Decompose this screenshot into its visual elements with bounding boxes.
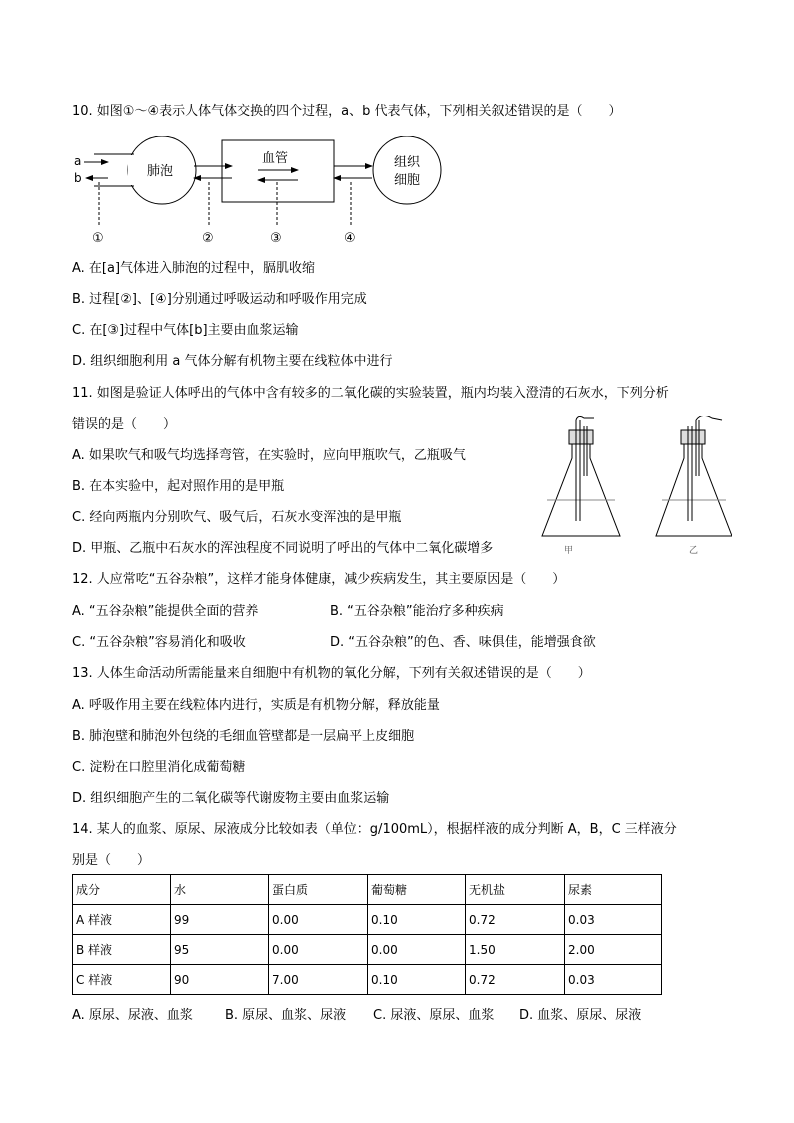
process-2-marker: ② [202, 231, 214, 246]
table-header-cell: 成分 [73, 875, 171, 905]
q13-option-b: B. 肺泡壁和肺泡外包绕的毛细血管壁都是一层扁平上皮细胞 [72, 729, 415, 744]
table-cell: 1.50 [466, 935, 565, 965]
flask-left [542, 416, 620, 536]
process-3-marker: ③ [270, 231, 282, 246]
table-header-cell: 蛋白质 [269, 875, 368, 905]
table-header-cell: 葡萄糖 [368, 875, 466, 905]
alveolus-label: 肺泡 [147, 164, 174, 179]
tissue-cell-circle [373, 136, 441, 204]
flask-apparatus [532, 416, 732, 556]
process-1-marker: ① [92, 231, 104, 246]
table-cell: 7.00 [269, 965, 368, 995]
table-header-cell: 尿素 [565, 875, 662, 905]
q13-stem: 13. 人体生命活动所需能量来自细胞中有机物的氧化分解，下列有关叙述错误的是（ ） [72, 666, 591, 681]
table-cell: 0.03 [565, 905, 662, 935]
tissue-label-2: 细胞 [394, 173, 421, 188]
q12-option-d: D. “五谷杂粮”的色、香、味俱佳，能增强食欲 [330, 635, 596, 650]
table-cell: B 样液 [73, 935, 171, 965]
flask-right-label: 乙 [689, 546, 699, 556]
table-row [73, 905, 662, 935]
table-header-row [73, 875, 662, 905]
table-cell: 0.00 [269, 935, 368, 965]
table-row [73, 935, 662, 965]
q14-stem-line1: 14. 某人的血浆、原尿、尿液成分比较如表（单位：g/100mL），根据样液的成分判断 A，B，C 三样液分 [72, 822, 677, 837]
table-cell: 0.00 [368, 935, 466, 965]
q13-option-c: C. 淀粉在口腔里消化成葡萄糖 [72, 760, 246, 775]
q11-option-a: A. 如果吹气和吸气均选择弯管，在实验时，应向甲瓶吹气，乙瓶吸气 [72, 448, 466, 463]
q10-option-d: D. 组织细胞利用 a 气体分解有机物主要在线粒体中进行 [72, 354, 393, 369]
q12-option-c: C. “五谷杂粮”容易消化和吸收 [72, 635, 246, 650]
q14-option-d: D. 血浆、原尿、尿液 [519, 1008, 642, 1023]
composition-table [72, 874, 662, 995]
q12-option-a: A. “五谷杂粮”能提供全面的营养 [72, 604, 259, 619]
table-cell: 95 [171, 935, 269, 965]
table-row [73, 965, 662, 995]
q11-option-d: D. 甲瓶、乙瓶中石灰水的浑浊程度不同说明了呼出的气体中二氧化碳增多 [72, 541, 494, 556]
table-cell: 0.10 [368, 965, 466, 995]
q10-option-b: B. 过程[②]、[④]分别通过呼吸运动和呼吸作用完成 [72, 292, 367, 307]
table-cell: A 样液 [73, 905, 171, 935]
process-4-marker: ④ [344, 231, 356, 246]
table-header-cell: 无机盐 [466, 875, 565, 905]
q13-option-a: A. 呼吸作用主要在线粒体内进行，实质是有机物分解，释放能量 [72, 698, 440, 713]
q14-option-b: B. 原尿、血浆、尿液 [225, 1008, 347, 1023]
flask-right [656, 416, 732, 536]
gas-a-label: a [74, 154, 82, 168]
q11-option-c: C. 经向两瓶内分别吹气、吸气后，石灰水变浑浊的是甲瓶 [72, 510, 402, 525]
q10-stem: 10. 如图①～④表示人体气体交换的四个过程，a、b 代表气体，下列相关叙述错误的是（ ） [72, 104, 622, 119]
q13-option-d: D. 组织细胞产生的二氧化碳等代谢废物主要由血浆运输 [72, 791, 390, 806]
q11-stem-line2: 错误的是（ ） [72, 417, 177, 432]
table-cell: 0.10 [368, 905, 466, 935]
table-cell: 0.00 [269, 905, 368, 935]
flask-left-label: 甲 [564, 546, 574, 556]
q12-option-b: B. “五谷杂粮”能治疗多种疾病 [330, 604, 504, 619]
vessel-label: 血管 [262, 151, 289, 166]
blood-vessel-box [222, 140, 334, 202]
q14-option-a: A. 原尿、尿液、血浆 [72, 1008, 193, 1023]
gas-b-label: b [74, 171, 82, 185]
q11-stem-line1: 11. 如图是验证人体呼出的气体中含有较多的二氧化碳的实验装置，瓶内均装入澄清的石灰水，下列分析 [72, 386, 669, 401]
q10-option-a: A. 在[a]气体进入肺泡的过程中，膈肌收缩 [72, 261, 316, 276]
q12-stem: 12. 人应常吃“五谷杂粮”，这样才能身体健康，减少疾病发生，其主要原因是（ ） [72, 572, 566, 587]
q10-option-c: C. 在[③]过程中气体[b]主要由血浆运输 [72, 323, 299, 338]
table-cell: 99 [171, 905, 269, 935]
q14-option-c: C. 尿液、原尿、血浆 [373, 1008, 495, 1023]
table-cell: 2.00 [565, 935, 662, 965]
table-header-cell: 水 [171, 875, 269, 905]
tissue-label-1: 组织 [394, 155, 421, 170]
gas-exchange-diagram [72, 136, 472, 246]
table-cell: C 样液 [73, 965, 171, 995]
table-cell: 0.03 [565, 965, 662, 995]
q11-option-b: B. 在本实验中，起对照作用的是甲瓶 [72, 479, 285, 494]
q14-stem-line2: 别是（ ） [72, 853, 151, 868]
table-cell: 0.72 [466, 905, 565, 935]
table-cell: 0.72 [466, 965, 565, 995]
table-cell: 90 [171, 965, 269, 995]
